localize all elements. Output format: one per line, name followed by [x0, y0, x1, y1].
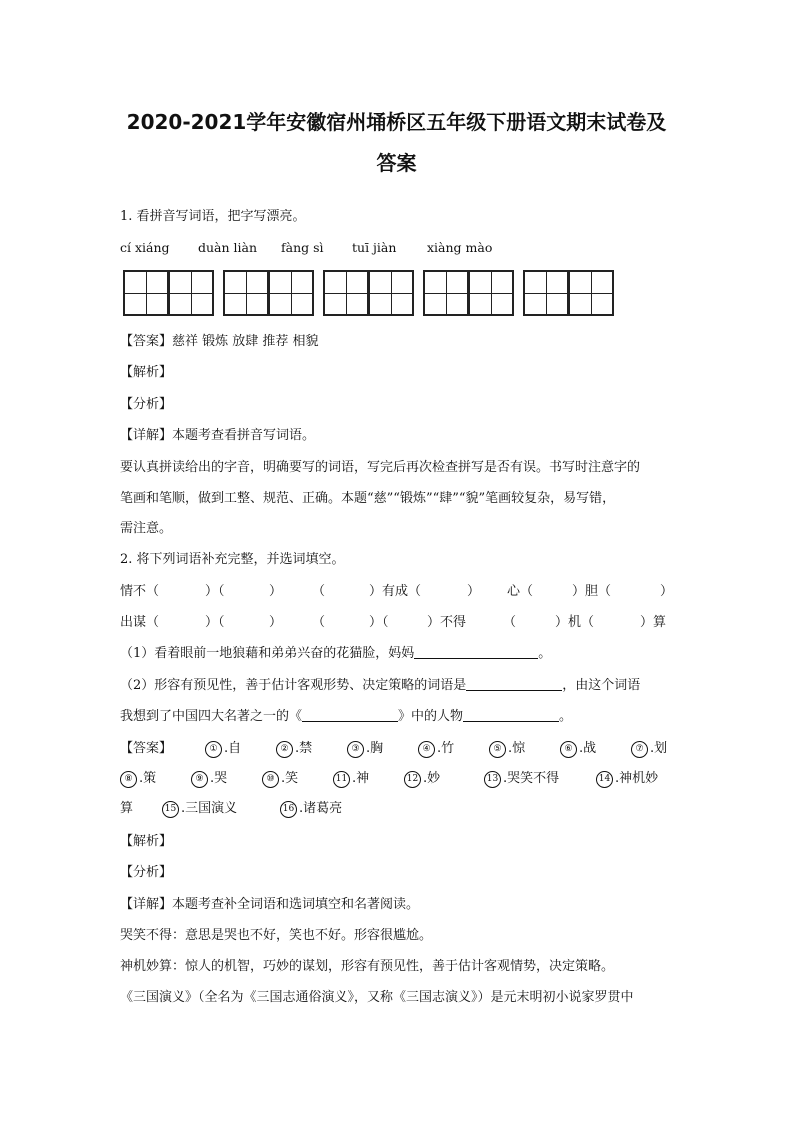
q2-definition: 《三国演义》（全名为《三国志通俗演义》，又称《三国志演义》）是元末明初小说家罗贯中 [120, 990, 634, 1005]
pinyin-5: xiàng mào [427, 240, 493, 255]
blank-line[interactable] [466, 677, 562, 691]
q2-jiexi: 【解析】 [120, 834, 173, 849]
blank-line[interactable] [463, 708, 559, 722]
answer-item: 11 .神 [333, 770, 369, 788]
answer-item: 12 .妙 [404, 770, 440, 788]
answer-item: 15 .三国演义 [162, 800, 237, 818]
idiom-fill: ） [660, 584, 674, 599]
q1-stem: 1. 看拼音写词语，把字写漂亮。 [120, 209, 306, 224]
pinyin-4: tuī jiàn [352, 240, 397, 255]
answer-item: 14 .神机妙 [596, 770, 658, 788]
idiom-fill: （ [312, 584, 326, 599]
idiom-fill: ）（ [205, 584, 225, 599]
answer-item: ⑥ .战 [560, 740, 596, 758]
idiom-fill: ）（ [369, 615, 389, 630]
blank-line[interactable] [414, 645, 538, 659]
page-title: 2020-2021学年安徽宿州埇桥区五年级下册语文期末试卷及 [126, 110, 667, 134]
answer-item: ⑤ .惊 [489, 740, 525, 758]
idiom-fill: 情不（ [120, 584, 160, 599]
idiom-fill: 心（ [507, 584, 534, 599]
writing-grid-4[interactable] [423, 270, 514, 316]
answer-item: 16 .诸葛亮 [280, 800, 342, 818]
pinyin-1: cí xiáng [120, 240, 170, 255]
q2-definition: 哭笑不得：意思是哭也不好，笑也不好。形容很尴尬。 [120, 928, 433, 943]
idiom-fill: 出谋（ [120, 615, 160, 630]
pinyin-2: duàn liàn [198, 240, 258, 255]
blank-line[interactable] [302, 708, 398, 722]
writing-grid-1[interactable] [123, 270, 214, 316]
q1-para-line: 要认真拼读给出的字音，明确要写的词语，写完后再次检查拼写是否有误。书写时注意字的 [120, 460, 641, 475]
idiom-fill: （ [503, 615, 517, 630]
idiom-fill: ） [467, 584, 481, 599]
q2-sub2-cont: 我想到了中国四大名著之一的《 》中的人物 。 [120, 709, 573, 724]
idiom-fill: ）有成（ [369, 584, 422, 599]
q1-para-line: 笔画和笔顺，做到工整、规范、正确。本题“慈”“锻炼”“肆”“貌”笔画较复杂，易写错， [120, 491, 616, 506]
page-title-cont: 答案 [376, 151, 417, 175]
idiom-fill: ）不得 [427, 615, 467, 630]
answer-item: 算 [120, 801, 134, 816]
idiom-fill: ） [269, 615, 283, 630]
q2-definition: 神机妙算：惊人的机智，巧妙的谋划，形容有预见性，善于估计客观情势，决定策略。 [120, 959, 615, 974]
writing-grid-2[interactable] [223, 270, 314, 316]
q2-stem: 2. 将下列词语补充完整，并选词填空。 [120, 552, 345, 567]
pinyin-3: fàng sì [281, 240, 324, 255]
q2-xiangjie: 【详解】本题考查补全词语和选词填空和名著阅读。 [120, 897, 420, 912]
idiom-fill: ）机（ [555, 615, 595, 630]
idiom-fill: ）胆（ [572, 584, 612, 599]
answer-item: ⑦ .划 [631, 740, 667, 758]
idiom-fill: ）（ [205, 615, 225, 630]
q2-answer-label: 【答案】 [120, 741, 173, 756]
answer-item: ⑩ .笑 [262, 770, 298, 788]
answer-item: ④ .竹 [418, 740, 454, 758]
answer-item: ⑧ .策 [120, 770, 156, 788]
q1-fenxi: 【分析】 [120, 397, 173, 412]
q2-sub2: （2）形容有预见性，善于估计客观形势、决定策略的词语是 ，由这个词语 [120, 678, 641, 693]
q1-jiexi: 【解析】 [120, 365, 173, 380]
q1-para-line: 需注意。 [120, 521, 173, 536]
answer-item: 13 .哭笑不得 [484, 770, 559, 788]
writing-grid-3[interactable] [323, 270, 414, 316]
q2-sub1: （1）看着眼前一地狼藉和弟弟兴奋的花猫脸，妈妈 。 [120, 646, 552, 661]
q2-fenxi: 【分析】 [120, 865, 173, 880]
answer-item: ⑨ .哭 [191, 770, 227, 788]
answer-item: ② .禁 [276, 740, 312, 758]
q1-xiangjie: 【详解】本题考查看拼音写词语。 [120, 428, 316, 443]
answer-item: ③ .胸 [347, 740, 383, 758]
answer-item: ① .自 [205, 740, 241, 758]
idiom-fill: ）算 [640, 615, 667, 630]
q1-answer: 【答案】慈祥 锻炼 放肆 推荐 相貌 [120, 334, 319, 349]
writing-grid-5[interactable] [523, 270, 614, 316]
idiom-fill: （ [312, 615, 326, 630]
idiom-fill: ） [269, 584, 283, 599]
